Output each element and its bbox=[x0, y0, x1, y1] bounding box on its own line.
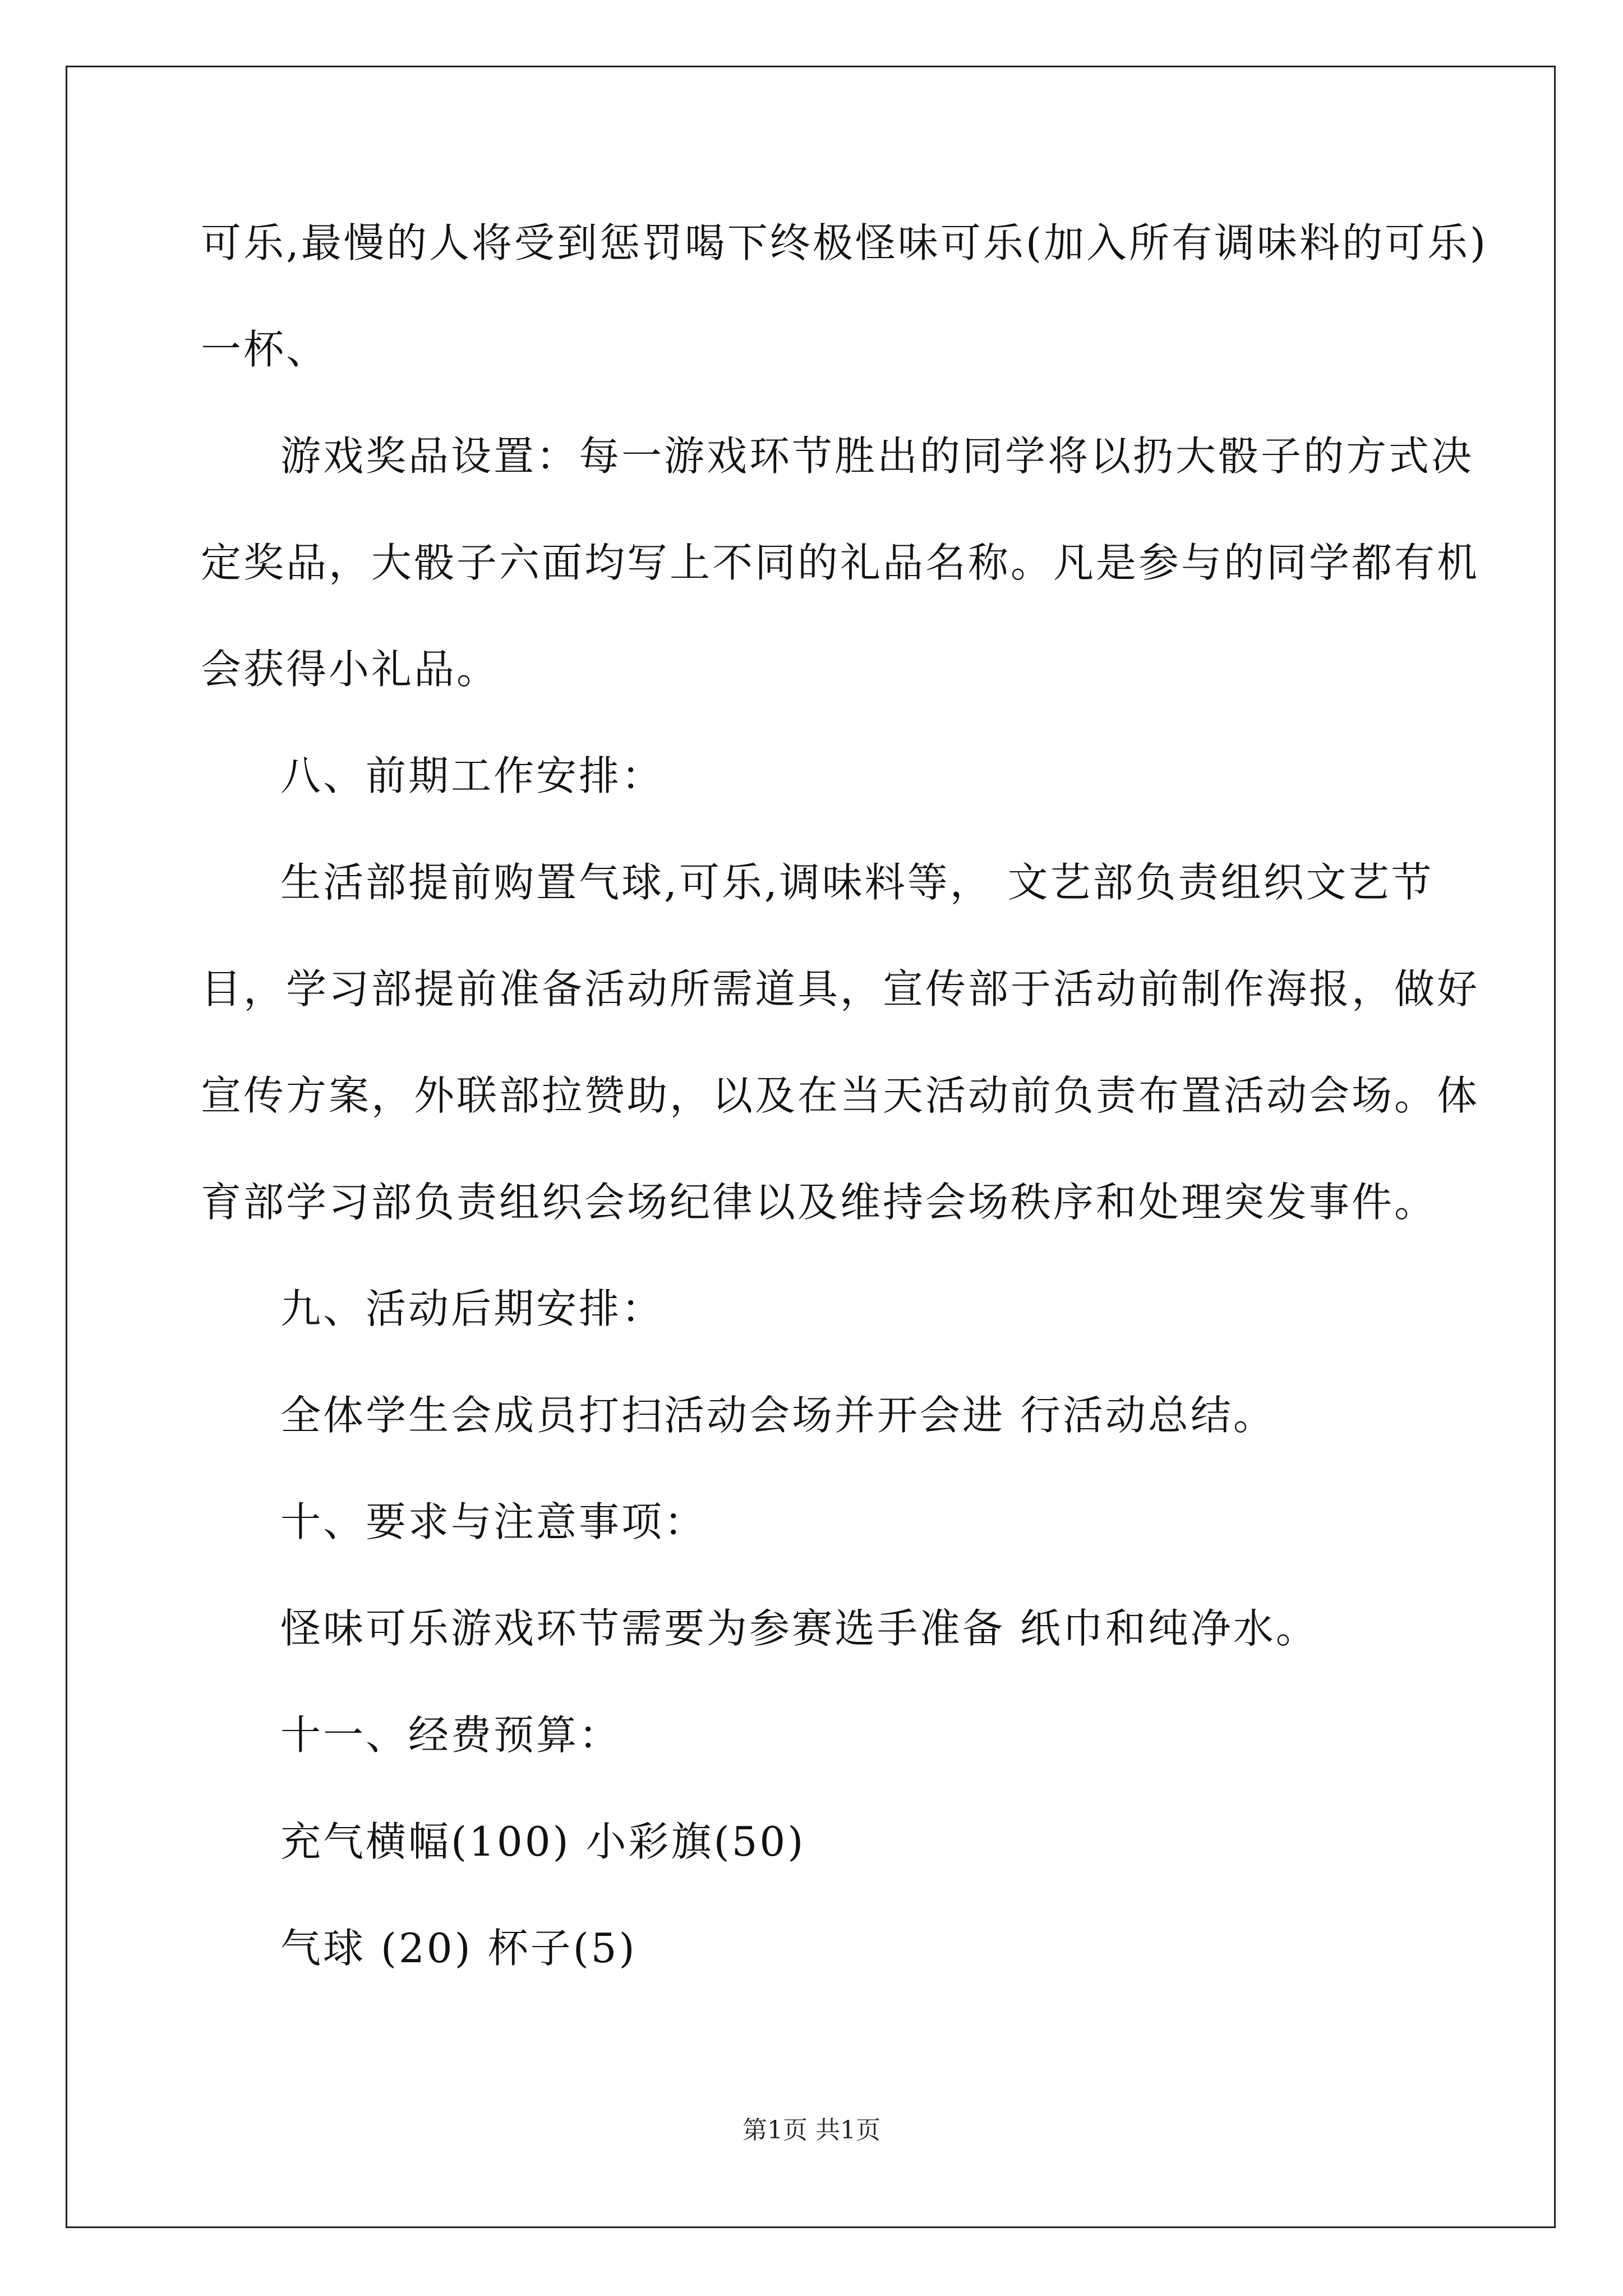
text-line: 一杯、 bbox=[201, 326, 329, 373]
section-heading: 八、前期工作安排： bbox=[280, 752, 665, 799]
text-line: 定奖品，大骰子六面均写上不同的礼品名称。凡是参与的同学都有机 bbox=[201, 539, 1480, 586]
section-heading: 十一、经费预算： bbox=[280, 1711, 622, 1759]
text-line: 会获得小礼品。 bbox=[201, 646, 500, 693]
text-line: 怪味可乐游戏环节需要为参赛选手准备 纸巾和纯净水。 bbox=[280, 1605, 1318, 1652]
text-line: 目，学习部提前准备活动所需道具，宣传部于活动前制作海报，做好 bbox=[201, 965, 1480, 1013]
page-number-footer: 第1页 共1页 bbox=[743, 2116, 880, 2145]
text-line: 可乐,最慢的人将受到惩罚喝下终极怪味可乐(加入所有调味料的可乐) bbox=[201, 219, 1488, 266]
text-line: 宣传方案，外联部拉赞助，以及在当天活动前负责布置活动会场。体 bbox=[201, 1072, 1480, 1119]
text-line: 游戏奖品设置：每一游戏环节胜出的同学将以扔大骰子的方式决 bbox=[280, 432, 1474, 480]
text-line: 生活部提前购置气球,可乐,调味料等， 文艺部负责组织文艺节 bbox=[280, 859, 1434, 906]
budget-line: 气球 (20) 杯子(5) bbox=[280, 1925, 637, 1972]
page-border bbox=[66, 66, 1556, 2228]
text-line: 全体学生会成员打扫活动会场并开会进 行活动总结。 bbox=[280, 1392, 1276, 1439]
budget-line: 充气横幅(100) 小彩旗(50) bbox=[280, 1818, 806, 1865]
section-heading: 九、活动后期安排： bbox=[280, 1285, 665, 1332]
text-line: 育部学习部负责组织会场纪律以及维持会场秩序和处理突发事件。 bbox=[201, 1179, 1437, 1226]
section-heading: 十、要求与注意事项： bbox=[280, 1498, 707, 1545]
